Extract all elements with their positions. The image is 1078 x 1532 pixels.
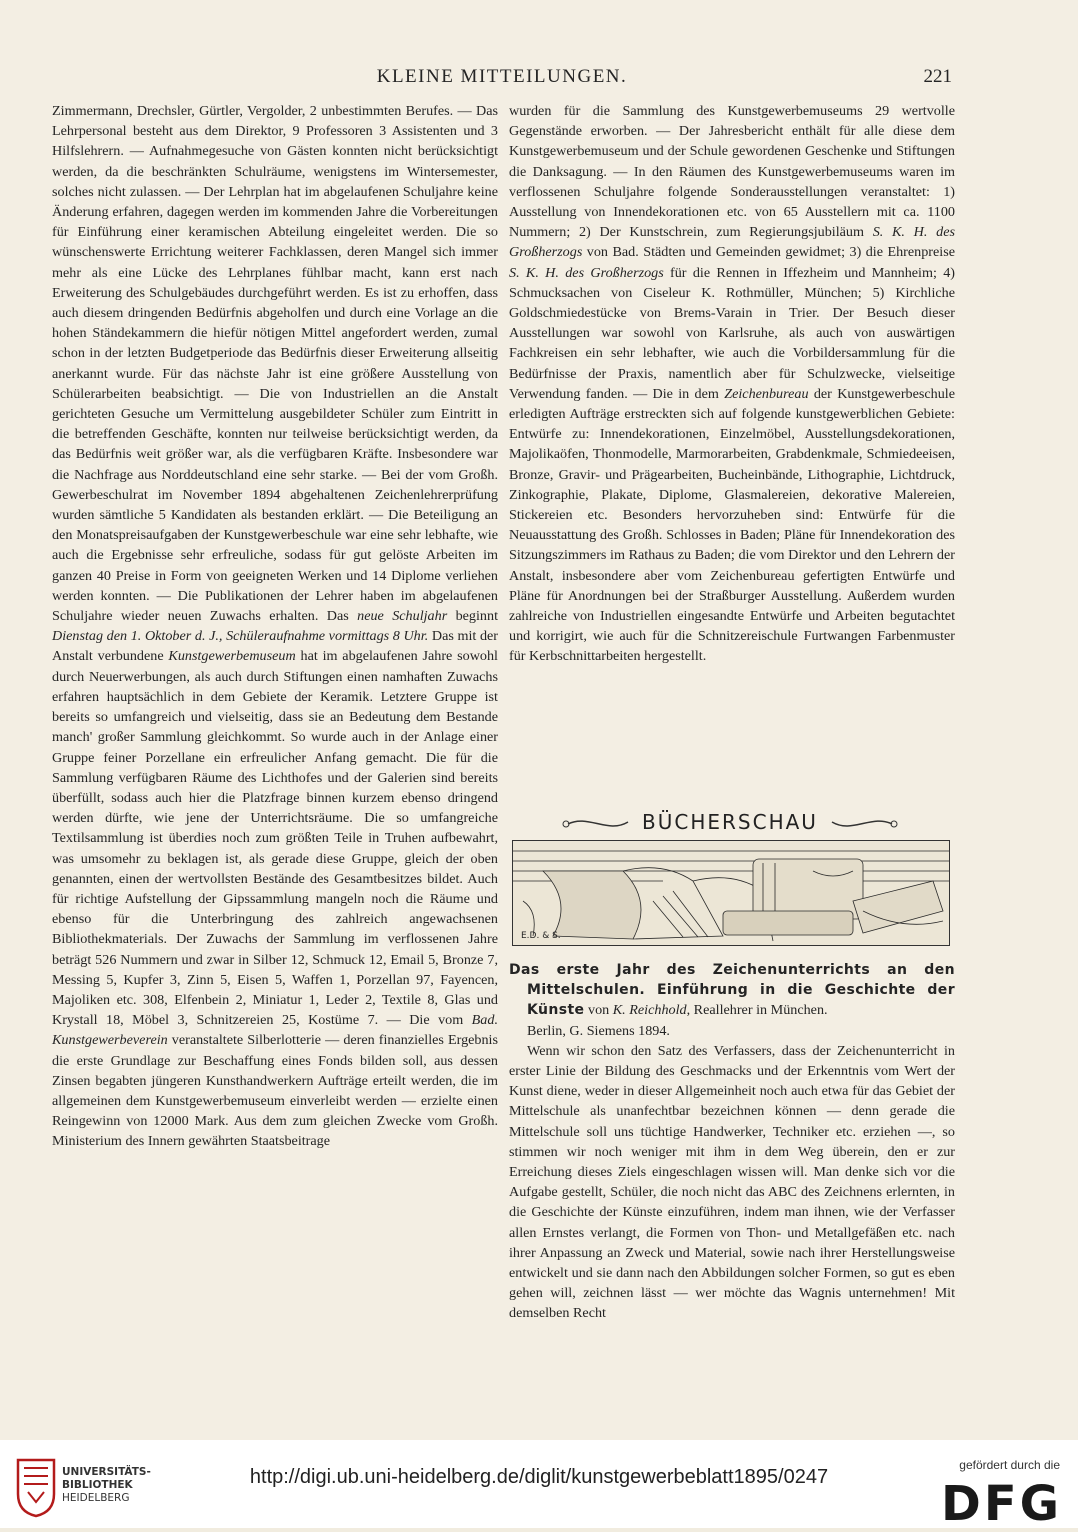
right-column (509, 101, 955, 667)
text-run: von Bad. Städten und Gemeinden gewidmet; 3) die Ehrenpreise (582, 244, 955, 261)
text-run: der Kunstgewerbeschule erledigten Aufträge erstreckten sich auf folgende kunstgewerblichen Gebiete: Entwürfe zu: Innendekorationen, Einzelmöbel, Ausstellungsdekorationen, Majolikaöfen, Thonmodelle, Marmorarbeiten, Grabdenkmale, Schmiedeeisen, Bronze, Gravir- und Prägearbeiten, Bucheinbände, Lithographie, Lichtdruck, Zinkographie, Plakate, Diplome, Glasmalereien, dekorative Malereien, Stickereien etc. Besonders hervorzuheben sind: Entwürfe für die Neuausstattung des Großh. Schlosses in Baden; Pläne für Innendekoration des Sitzungszimmers im Rathaus zu Baden; die vom Direktor und den Lehrern der Anstalt, insbesondere aber vom Zeichenbureau gefertigten Entwürfe und Pläne für Anordnungen bei der Straßburger Ausstellung. Außerdem wurden zahlreiche von Industriellen eingesandte Entwürfe und Arbeiten begutachtet und korrigirt, wie auch für die Schnitzereischule Furtwangen Farbenmuster für Kerbschnittarbeiten hergestellt. (509, 385, 955, 665)
text-run: Das mit der Anstalt verbundene (52, 628, 498, 665)
right-paragraph (509, 101, 955, 667)
italic-run: S. K. H. des Großherzogs (509, 224, 955, 261)
dfg-logo: DFG (940, 1476, 1062, 1532)
italic-run: S. K. H. des Großherzogs (509, 264, 664, 281)
funding-label: gefördert durch die (959, 1458, 1060, 1472)
italic-run: neue Schuljahr (357, 608, 448, 625)
books-drawing (513, 841, 949, 945)
left-paragraph (52, 101, 498, 1152)
text-run: veranstaltete Silberlotterie — deren finanzielles Ergebnis die erste Grundlage zur Beschaffung eines Fonds bilden soll, aus dessen Zinsen begabten jüngeren Kunsthandwerkern Aufträge erteilt werden, die im allgemeinen dem Kunstgewerbemuseum einverleibt werden — erzielte einen Reingewinn von 12000 Mark. Aus dem zum gleichen Zwecke vom Großh. Ministerium des Innern gewährten Staatsbeitrage (52, 1032, 498, 1150)
review-title: Das erste Jahr des Zeichenunterrichts an den Mittelschulen. Einführung in die Geschichte der Künste (509, 962, 955, 1019)
running-title: KLEINE MITTEILUNGEN. (376, 66, 628, 87)
text-run: von (584, 1002, 613, 1019)
book-review (509, 960, 955, 1324)
text-run: Zimmermann, Drechsler, Gürtler, Vergolder, 2 unbestimmten Berufes. — Das Lehrpersonal besteht aus dem Direktor, 9 Professoren 3 Assistenten und 3 Hilfslehrern. — Aufnahmegesuche von Gästen konnten nicht berücksichtigt werden, da die beschränkten Schulräume, wenigstens im Wintersemester, solches nicht zulassen. — Der Lehrplan hat im abgelaufenen Schuljahre keine Änderung erfahren, dagegen werden im kommenden Jahre die Vorbereitungen für Einführung einer keramischen Abteilung eingeleitet werden. Die so wünschenswerte Errichtung weiterer Fachklassen, deren Mangel sich immer mehr als eine Lücke des Lehrplanes fühlbar macht, kann erst nach Erweiterung des Schulgebäudes durchgeführt werden. Es ist zu erhoffen, dass auch diesem dringenden Bedürfnis abgeholfen und durch eine Vorlage an die hohen Ständekammern die hiefür nötigen Mittel angefordert werden, zumal schon in der letzten Budgetperiode das Bedürfnis dieser Erweiterung allseitig anerkannt wurde. Für das nächste Jahr ist eine größere Ausstellung von Schülerarbeiten beabsichtigt. — Die von Industriellen an die Anstalt gerichteten Gesuche um Vermittelung ausgebildeter Schüler zum Eintritt in die betreffenden Geschäfte, konnten nur teilweise berücksichtigt werden, da das Bedürfnis weit größer war, als die verfügbaren Kräfte. Insbesondere war die Nachfrage aus Norddeutschland eine sehr starke. — Bei der vom Großh. Gewerbeschulrat im November 1894 abgehaltenen Zeichenlehrerprüfung wurden sämtliche 5 Kandidaten als bestanden erklärt. — Die Beteiligung an den Monatspreisaufgaben der Kunstgewerbeschule war eine sehr lebhafte, wie auch die Ergebnisse sehr erfreuliche, sodass für gut gelöste Arbeiten im ganzen 40 Preise in Form von geeigneten Werken und 14 Diplome verliehen werden konnten. — Die Publikationen der Lehrer haben im abgelaufenen Schuljahre wieder neuen Zuwachs erhalten. Das (52, 103, 498, 625)
permalink[interactable]: http://digi.ub.uni-heidelberg.de/diglit/kunstgewerbeblatt1895/0247 (249, 1466, 829, 1488)
italic-run: Kunstgewerbemuseum (168, 648, 296, 665)
text-run: hat im abgelaufenen Jahre sowohl durch Neuerwerbungen, als auch durch Stiftungen einen namhaften Zuwachs erfahren hauptsächlich in dem Gebiete der Keramik. Letztere Gruppe ist bereits so umfangreich und vielseitig, dass sie an Bedeutung dem Bestande manch' großer Sammlung gleichkommt. So wurde auch in der Anlage einer Gruppe feiner Porzellane ein erfreulicher Anfang gemacht. Die für die Sammlung verfügbaren Räume des Lichthofes und der Galerien sind bereits überfüllt, sodass auch hier die Platzfrage binnen kurzem ebenso dringend werden dürfte, wie jene der Unterrichtsräume. Die so umfangreiche Textilsammlung ist überdies noch zum größten Teile in Truhen aufbewahrt, was umsomehr zu beklagen ist, als gerade diese Gruppe, gleich der oben genannten, einen der wertvollsten Bestände des Gesamtbesitzes bildet. Auch für richtige Aufstellung der Gipssammlung mangeln noch die Räume und ebenso für die Unterbringung des zahlreich angewachsenen Bibliothekmaterials. Der Zuwachs der Sammlung im verflossenen Jahre beträgt 526 Nummern und zwar in Silber 12, Schmuck 12, Email 5, Bronze 7, Messing 5, Kupfer 3, Zinn 5, Eisen 5, Waffen 1, Porzellan 97, Fayencen, Majoliken etc. 308, Elfenbein 2, Miniatur 1, Leder 2, Textile 8, Glas und Krystall 18, Möbel 3, Schnitzereien 25, Kostüme 7. — Die vom (52, 648, 498, 1029)
books-illustration (512, 840, 950, 946)
left-column (52, 101, 498, 1152)
library-line: UNIVERSITÄTS- (62, 1466, 151, 1478)
text-run: , Reallehrer in München. (686, 1002, 828, 1019)
italic-run: Dienstag den 1. Oktober d. J., Schüleraufnahme vormittags 8 Uhr. (52, 628, 429, 645)
text-run: wurden für die Sammlung des Kunstgewerbemuseums 29 wertvolle Gegenstände erworben. — Der Jahresbericht enthält für alle diese dem Kunstgewerbemuseum und der Schule gewordenen Geschenke und Stiftungen die Danksagung. — In den Räumen des Kunstgewerbemuseums waren im verflossenen Schuljahre folgende Sonderausstellungen veranstaltet: 1) Ausstellung von Innendekorationen etc. von 65 Ausstellern mit ca. 1100 Nummern; 2) Der Kunstschrein, zum Regierungsjubiläum (509, 103, 955, 241)
buecherschau-ornament (508, 810, 952, 946)
section-title: BÜCHERSCHAU (636, 810, 824, 834)
library-line: HEIDELBERG (62, 1492, 130, 1504)
review-author: K. Reichhold (612, 1002, 687, 1019)
artist-signature: E.D. & S. (521, 931, 561, 941)
italic-run: Zeichenbureau (724, 385, 809, 402)
text-run: für die Rennen in Iffezheim und Mannheim; 4) Schmucksachen von Ciseleur K. Rothmüller, München; 5) Kirchliche Goldschmiedestücke von Brems-Varain in Trier. Der Besuch dieser Ausstellungen war sowohl von Karlsruhe, als auch von auswärtigen Fachkreisen ein sehr lebhafter, wie auch die Vorbildersammlung für die Bedürfnisse der Praxis, namentlich aber für Schulzwecke, vielseitige Verwendung fanden. — Die in dem (509, 264, 955, 402)
review-heading (509, 960, 955, 1041)
text-run: beginnt (447, 608, 499, 625)
review-body: Wenn wir schon den Satz des Verfassers, dass der Zeichenunterricht in erster Linie der Bildung des Geschmacks und der Erkenntnis vom Wert der Kunst diene, weder in dieser Allgemeinheit noch auch etwa für das Gebiet der Mittelschule als unanfechtbar bezeichnen können — denn gerade die Mittelschule soll uns tüchtige Handwerker, Techniker etc. erziehen —, so stimmen wir noch weniger mit ihm in dem Weg überein, den er zur Erreichung dieses Ziels eingeschlagen wissen will. Man denke sich vor die Aufgabe gestellt, Schüler, die noch nicht das ABC des Zeichnens erlernten, in die Geschichte der Künste einzuführen, indem man ihnen, wie der Verfasser allen Ernstes verlangt, die Formen von Thon- und Metallgefäßen etc. nach ihrer Anpassung an Zweck und Material, sowie nach ihrer Herstellungsweise entwickelt und sie dann nach den Abbildungen solcher Formen, so gut es eben gehen will, zeichnen lässt — wer möchte das Wagnis unternehmen! Mit demselben Recht (509, 1042, 955, 1322)
library-line: BIBLIOTHEK (62, 1479, 133, 1491)
page-number: 221 (923, 66, 952, 87)
review-publisher: Berlin, G. Siemens 1894. (527, 1022, 670, 1039)
running-head (52, 66, 952, 96)
italic-run: Bad. Kunstgewerbeverein (52, 1012, 498, 1049)
